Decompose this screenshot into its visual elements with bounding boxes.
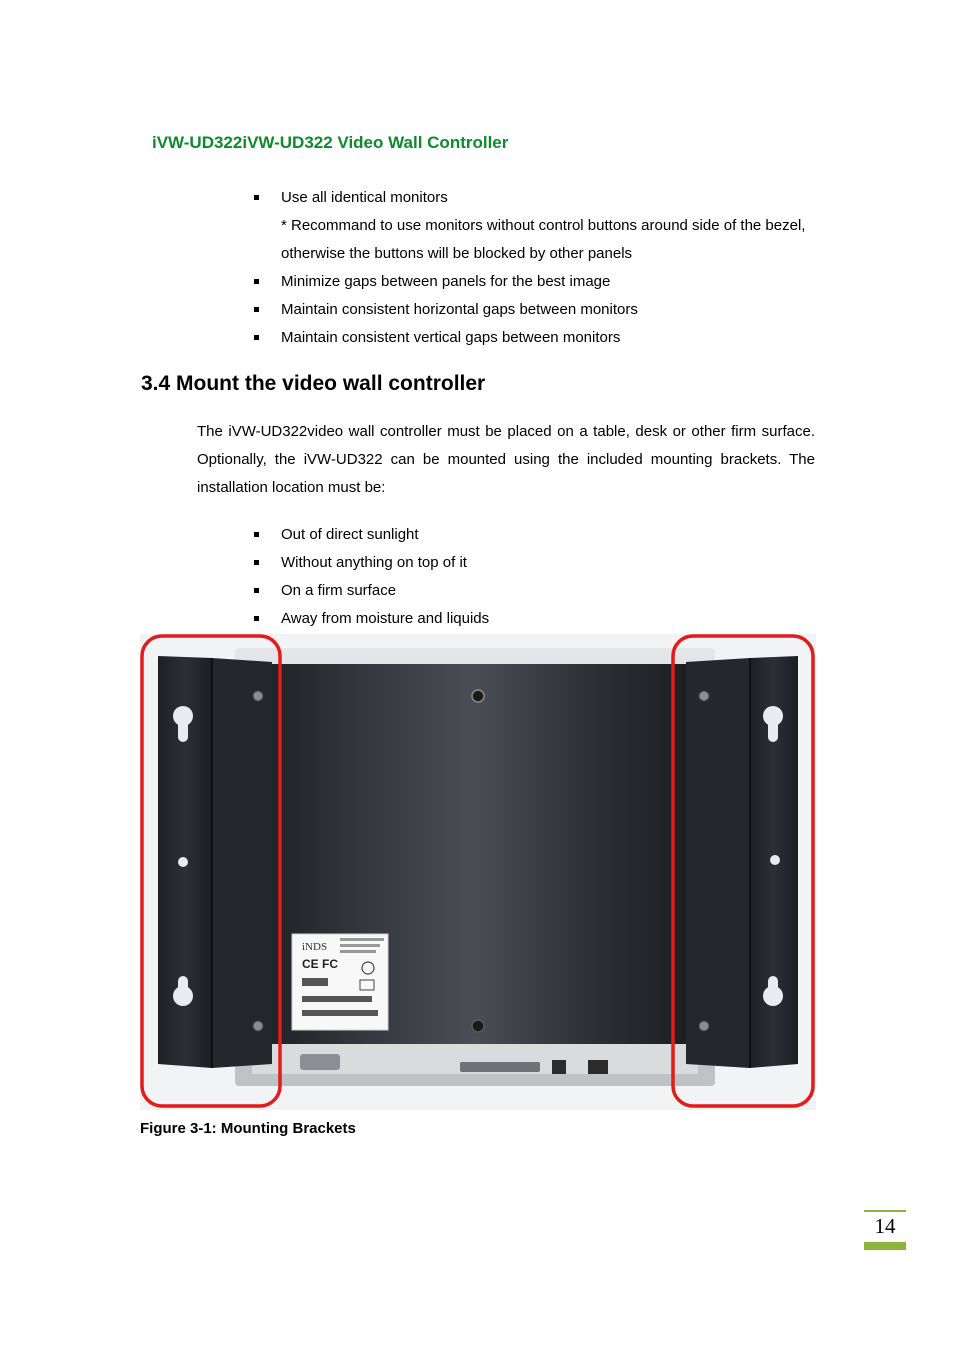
page-number-top-rule	[864, 1210, 906, 1212]
bullet-square-icon	[254, 616, 259, 621]
section-heading: 3.4 Mount the video wall controller	[141, 372, 486, 395]
page-number-box	[864, 1210, 906, 1250]
list-item	[254, 549, 814, 577]
list-item-text: On a firm surface	[281, 582, 397, 599]
bullet-square-icon	[254, 279, 259, 284]
list-item-text: Minimize gaps between panels for the best image	[281, 273, 611, 290]
list-item-note: * Recommand to use monitors without control buttons around side of the bezel, otherwise the buttons will be blocked by other panels	[281, 217, 806, 262]
page-number-bottom-bar	[864, 1242, 906, 1250]
list-item	[254, 184, 814, 268]
list-item	[254, 605, 814, 633]
list-item-text: Use all identical monitors	[281, 189, 448, 206]
bullet-square-icon	[254, 560, 259, 565]
right-mounting-bracket	[686, 656, 798, 1068]
list-item-text: Maintain consistent vertical gaps between monitors	[281, 329, 621, 346]
list-item	[254, 577, 814, 605]
list-item	[254, 324, 814, 352]
list-item-text: Away from moisture and liquids	[281, 610, 490, 627]
page-number: 14	[874, 1214, 896, 1238]
screw-icon	[472, 690, 484, 702]
bullet-square-icon	[254, 335, 259, 340]
list-item-text: Without anything on top of it	[281, 554, 467, 571]
list-item-text: Out of direct sunlight	[281, 526, 419, 543]
svg-text:CE FC: CE FC	[302, 957, 338, 971]
bullet-square-icon	[254, 195, 259, 200]
mounting-brackets-photo	[140, 634, 816, 1110]
bullet-square-icon	[254, 588, 259, 593]
list-item-text: Maintain consistent horizontal gaps between monitors	[281, 301, 638, 318]
left-mounting-bracket	[158, 656, 272, 1068]
bullet-square-icon	[254, 307, 259, 312]
list-item	[254, 296, 814, 324]
document-header-title: iVW-UD322iVW-UD322 Video Wall Controller	[152, 133, 509, 152]
section-paragraph: The iVW-UD322video wall controller must be placed on a table, desk or other firm surface. Optionally, the iVW-UD322 can be mounted using the included mounting brackets. The installation location must be:	[197, 423, 815, 496]
bullet-square-icon	[254, 532, 259, 537]
label-logo-text: iNDS	[302, 941, 328, 953]
installation-location-list	[254, 521, 814, 633]
monitor-requirements-list	[254, 184, 814, 352]
figure-caption: Figure 3-1: Mounting Brackets	[140, 1120, 356, 1137]
screw-icon	[472, 1020, 484, 1032]
list-item	[254, 521, 814, 549]
list-item	[254, 268, 814, 296]
